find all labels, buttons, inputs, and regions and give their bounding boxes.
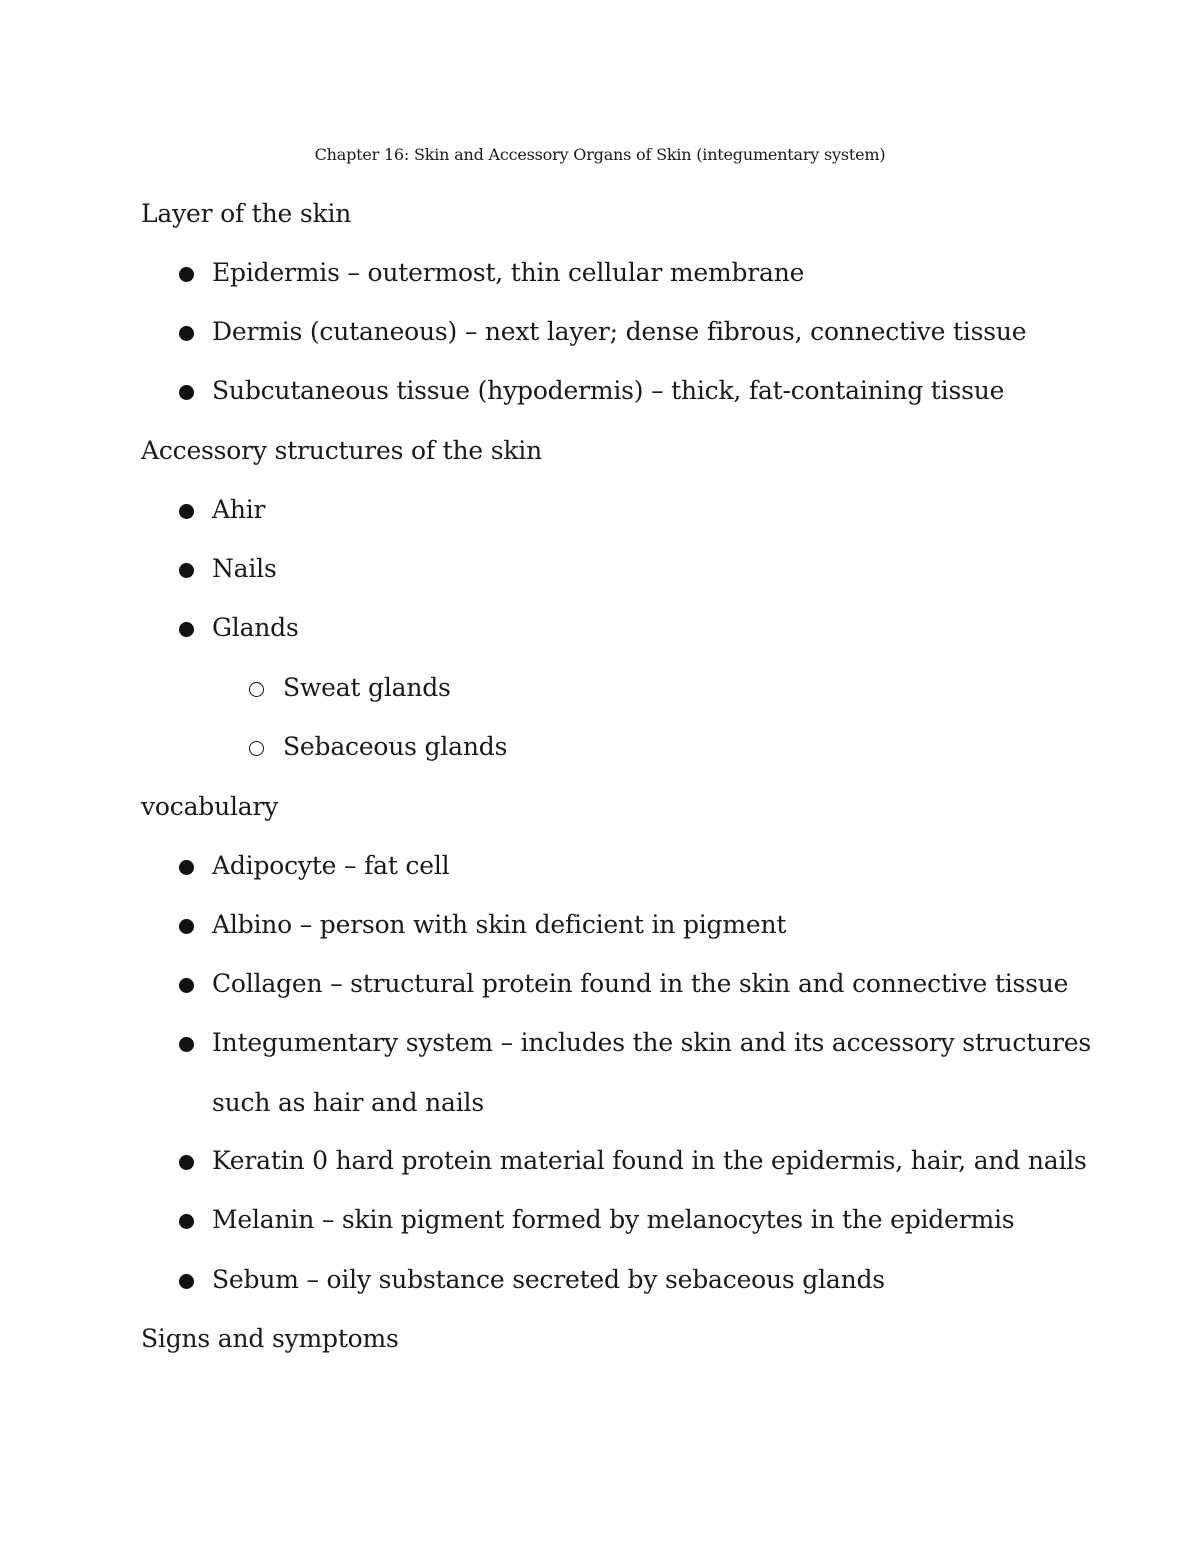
section-heading-layers: Layer of the skin bbox=[141, 199, 352, 228]
bullet-icon bbox=[179, 1037, 194, 1052]
bullet-icon bbox=[179, 267, 194, 282]
sub-list-item: Sebaceous glands bbox=[283, 732, 508, 761]
list-item: Keratin 0 hard protein material found in the epidermis, hair, and nails bbox=[212, 1146, 1087, 1175]
bullet-icon bbox=[179, 1214, 194, 1229]
bullet-icon bbox=[179, 978, 194, 993]
list-item: Nails bbox=[212, 554, 277, 583]
list-item: Integumentary system – includes the skin and its accessory structures bbox=[212, 1028, 1091, 1057]
bullet-icon bbox=[179, 385, 194, 400]
bullet-icon bbox=[179, 504, 194, 519]
list-item: Adipocyte – fat cell bbox=[212, 851, 450, 880]
bullet-icon bbox=[179, 1155, 194, 1170]
list-item: Sebum – oily substance secreted by sebaceous glands bbox=[212, 1265, 885, 1294]
hollow-bullet-icon bbox=[249, 741, 264, 756]
list-item: Albino – person with skin deficient in pigment bbox=[212, 910, 787, 939]
list-item-continuation: such as hair and nails bbox=[212, 1088, 484, 1117]
list-item: Collagen – structural protein found in the skin and connective tissue bbox=[212, 969, 1069, 998]
list-item: Epidermis – outermost, thin cellular membrane bbox=[212, 258, 805, 287]
hollow-bullet-icon bbox=[249, 682, 264, 697]
bullet-icon bbox=[179, 563, 194, 578]
bullet-icon bbox=[179, 1274, 194, 1289]
page-title: Chapter 16: Skin and Accessory Organs of Skin (integumentary system) bbox=[314, 145, 886, 164]
bullet-icon bbox=[179, 860, 194, 875]
list-item: Ahir bbox=[212, 495, 266, 524]
list-item: Subcutaneous tissue (hypodermis) – thick, fat-containing tissue bbox=[212, 376, 1005, 405]
list-item: Melanin – skin pigment formed by melanocytes in the epidermis bbox=[212, 1205, 1015, 1234]
list-item: Dermis (cutaneous) – next layer; dense fibrous, connective tissue bbox=[212, 317, 1027, 346]
sub-list-item: Sweat glands bbox=[283, 673, 451, 702]
section-heading-accessory: Accessory structures of the skin bbox=[141, 436, 542, 465]
section-heading-signs: Signs and symptoms bbox=[141, 1324, 399, 1353]
list-item: Glands bbox=[212, 613, 299, 642]
bullet-icon bbox=[179, 326, 194, 341]
bullet-icon bbox=[179, 622, 194, 637]
section-heading-vocabulary: vocabulary bbox=[141, 792, 279, 821]
bullet-icon bbox=[179, 919, 194, 934]
